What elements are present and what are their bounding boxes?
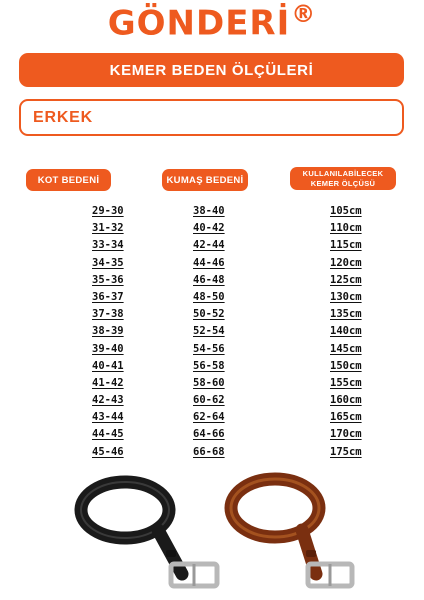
brand-name: GÖNDERİ [107,3,291,44]
kumas-size-cell: 52-54 [193,325,225,338]
kumas-size-cell: 42-44 [193,239,225,252]
page-title: KEMER BEDEN ÖLÇÜLERİ [109,61,314,79]
kemer-size-cell: 160cm [330,394,362,407]
kot-size-cell: 45-46 [92,445,124,458]
kumas-size-cell: 46-48 [193,273,225,286]
kemer-size-cell: 130cm [330,290,362,303]
kot-header-pill [26,169,111,191]
kemer-header-line1: KULLANILABİLECEK [302,168,384,178]
kemer-size-cell: 115cm [330,239,362,252]
gender-section-box [19,99,404,136]
kemer-size-cell: 135cm [330,308,362,321]
kumas-size-cell: 56-58 [193,359,225,372]
kot-size-cell: 41-42 [92,376,124,389]
kumas-size-cell: 44-46 [193,256,225,269]
kemer-size-cell: 125cm [330,273,362,286]
kot-size-cell: 34-35 [92,256,124,269]
kot-size-cell: 44-45 [92,428,124,441]
kumas-size-cell: 66-68 [193,445,225,458]
brand-logo [0,2,424,43]
kumas-size-cell: 38-40 [193,205,225,217]
kot-size-cell: 43-44 [92,411,124,424]
kemer-size-cell: 110cm [330,222,362,235]
kot-size-cell: 40-41 [92,359,124,372]
kot-size-cell: 37-38 [92,308,124,321]
kemer-size-cell: 120cm [330,256,362,269]
kumas-size-cell: 60-62 [193,394,225,407]
black-belt-icon [81,482,217,586]
kot-size-cell: 31-32 [92,222,124,235]
kemer-header-line2: KEMER ÖLÇÜSÜ [310,178,376,188]
kot-size-cell: 38-39 [92,325,124,338]
kot-size-cell: 39-40 [92,342,124,355]
kot-size-cell: 33-34 [92,239,124,252]
registered-mark: ® [291,0,317,28]
kot-size-cell: 36-37 [92,290,124,303]
kemer-size-cell: 170cm [330,428,362,441]
kumas-size-cell: 58-60 [193,376,225,389]
belt-product-image [70,472,370,600]
kemer-size-cell: 165cm [330,411,362,424]
kemer-size-cell: 140cm [330,325,362,338]
kumas-size-cell: 54-56 [193,342,225,355]
kumas-size-cell: 40-42 [193,222,225,235]
kemer-header-pill [290,167,396,190]
kemer-size-cell: 150cm [330,359,362,372]
kemer-size-cell: 145cm [330,342,362,355]
kemer-size-column [330,203,362,461]
kumas-size-cell: 50-52 [193,308,225,321]
kot-size-cell: 35-36 [92,273,124,286]
title-banner [19,53,404,87]
kot-size-column [92,203,124,461]
kemer-size-cell: 155cm [330,376,362,389]
kumas-size-cell: 64-66 [193,428,225,441]
kumas-size-cell: 48-50 [193,290,225,303]
kot-size-cell: 29-30 [92,205,124,217]
kot-size-cell: 42-43 [92,394,124,407]
kemer-size-cell: 175cm [330,445,362,458]
kumas-size-column [193,203,225,461]
kumas-header-pill [162,169,248,191]
kot-header: KOT BEDENİ [37,174,100,186]
kemer-size-cell: 105cm [330,205,362,217]
brown-belt-icon [231,479,352,586]
gender-label: ERKEK [33,108,94,126]
kumas-header: KUMAŞ BEDENİ [166,174,244,186]
kumas-size-cell: 62-64 [193,411,225,424]
